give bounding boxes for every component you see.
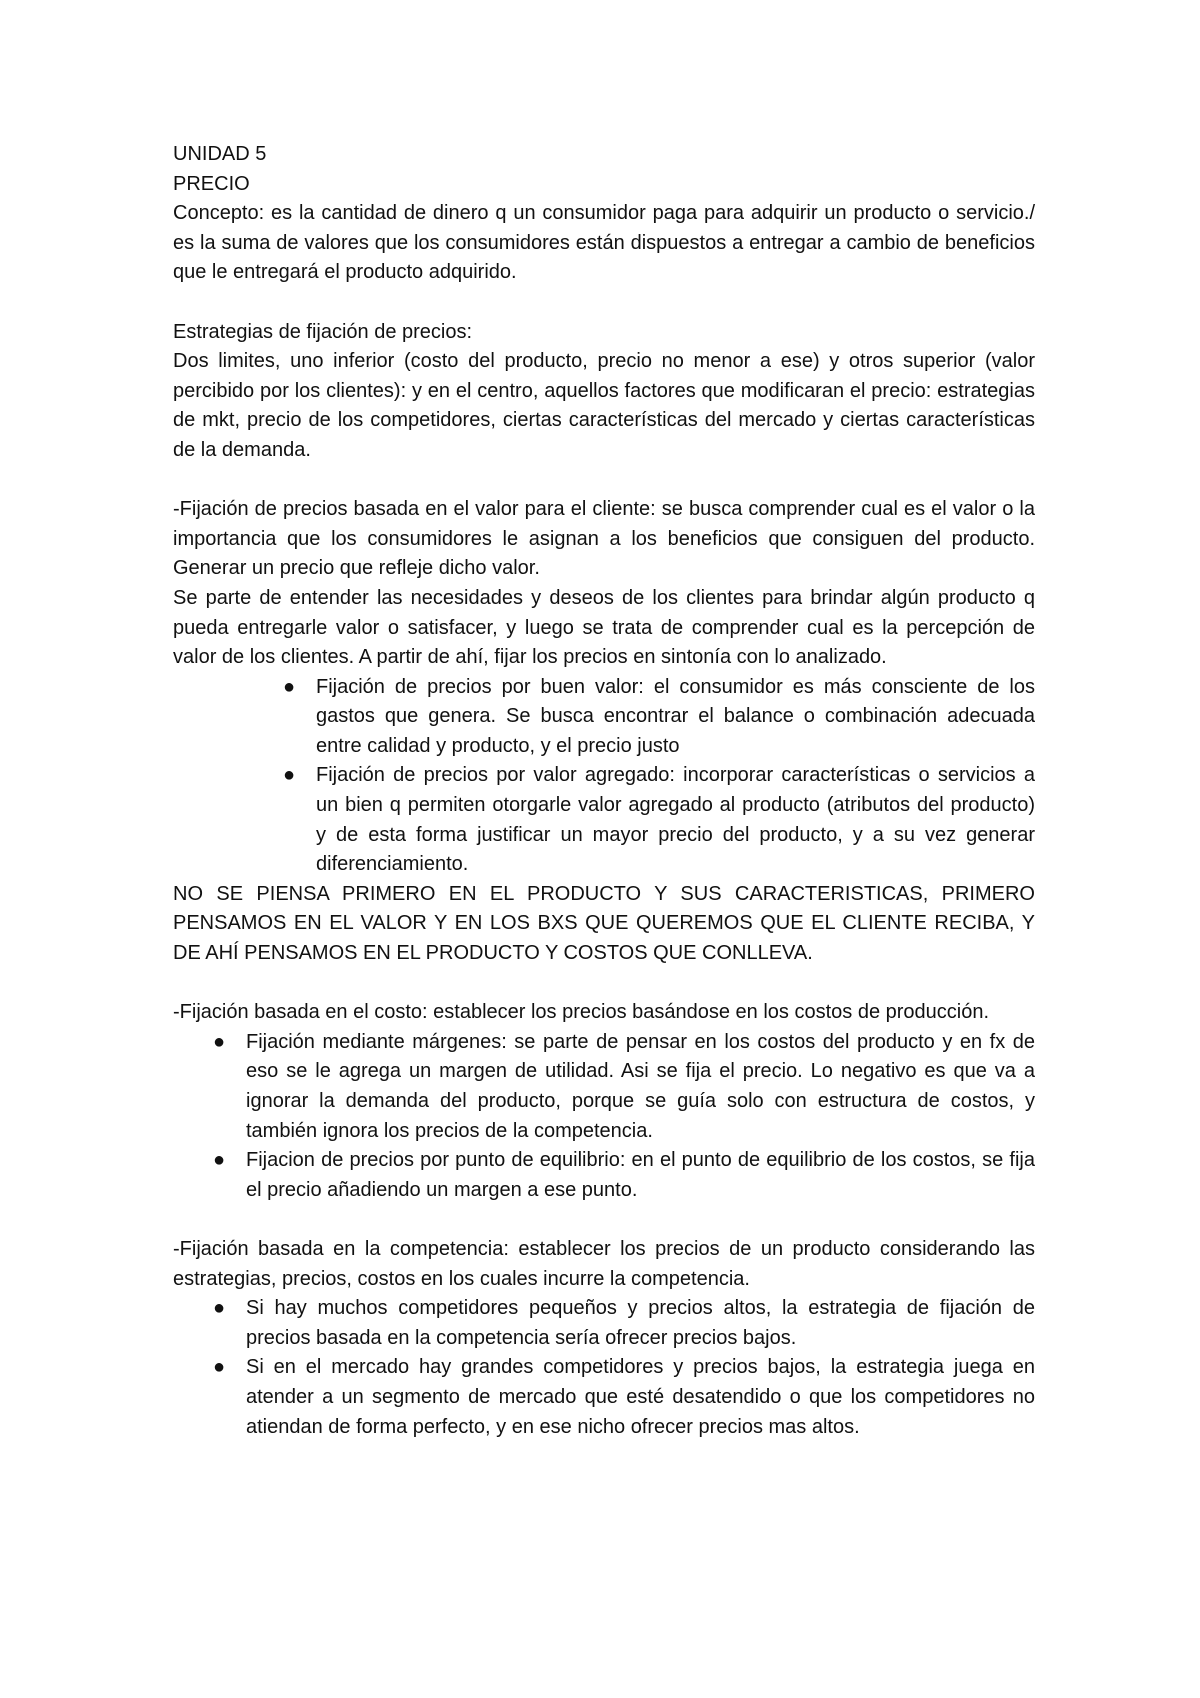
blank-line	[173, 969, 1035, 999]
bullet-icon: ●	[212, 1297, 226, 1320]
document-page	[173, 140, 1035, 1442]
bullet-icon: ●	[282, 764, 296, 787]
bullet-icon: ●	[212, 1030, 226, 1053]
competition-based-list	[173, 1294, 1035, 1442]
cost-based-list	[173, 1028, 1035, 1206]
list-item	[212, 1294, 1035, 1353]
list-item-text: Fijación mediante márgenes: se parte de pensar en los costos del producto y en fx de eso se le agrega un margen de utilidad. Asi se fija el precio. Lo negativo es que va a ignorar la demanda del producto, porque se guía solo con estructura de costos, y también ignora los precios de la competencia.	[246, 1030, 1035, 1142]
caps-note: NO SE PIENSA PRIMERO EN EL PRODUCTO Y SUS CARACTERISTICAS, PRIMERO PENSAMOS EN EL VALOR Y EN LOS BXS QUE QUEREMOS QUE EL CLIENTE RECIBA, Y DE AHÍ PENSAMOS EN EL PRODUCTO Y COSTOS QUE CONLLEVA.	[173, 882, 1035, 965]
strategies-heading: Estrategias de fijación de precios:	[173, 320, 473, 343]
value-based-list	[173, 673, 1035, 880]
blank-line	[173, 466, 1035, 496]
list-item	[282, 673, 1035, 762]
list-item-text: Fijación de precios por valor agregado: incorporar características o servicios a un bien q permiten otorgarle valor agregado al producto (atributos del producto) y de esta forma justificar un mayor precio del producto, y a su vez generar diferenciamiento.	[316, 764, 1035, 876]
list-item-text: Fijación de precios por buen valor: el consumidor es más consciente de los gastos que genera. Se busca encontrar el balance o combinación adecuada entre calidad y producto, y el precio justo	[316, 675, 1035, 757]
value-based-intro: -Fijación de precios basada en el valor para el cliente: se busca comprender cual es el valor o la importancia que los consumidores le asignan a los beneficios que consiguen del producto. Generar un precio que refleje dicho valor.	[173, 498, 1035, 580]
list-item	[212, 1353, 1035, 1442]
list-item	[212, 1028, 1035, 1146]
list-item-text: Si hay muchos competidores pequeños y precios altos, la estrategia de fijación de precios basada en la competencia sería ofrecer precios bajos.	[246, 1297, 1035, 1349]
list-item-text: Fijacion de precios por punto de equilibrio: en el punto de equilibrio de los costos, se fija el precio añadiendo un margen a ese punto.	[246, 1149, 1035, 1201]
list-item	[212, 1146, 1035, 1205]
section-title: PRECIO	[173, 172, 250, 195]
competition-based-intro: -Fijación basada en la competencia: establecer los precios de un producto considerando las estrategias, precios, costos en los cuales incurre la competencia.	[173, 1237, 1035, 1290]
value-based-detail: Se parte de entender las necesidades y deseos de los clientes para brindar algún producto q pueda entregarle valor o satisfacer, y luego se trata de comprender cual es la percepción de valor de los clientes. A partir de ahí, fijar los precios en sintonía con lo analizado.	[173, 586, 1035, 669]
concept-paragraph: Concepto: es la cantidad de dinero q un consumidor paga para adquirir un producto o servicio./ es la suma de valores que los consumidores están dispuestos a entregar a cambio de beneficios que le entregará el producto adquirido.	[173, 202, 1035, 284]
list-item-text: Si en el mercado hay grandes competidores y precios bajos, la estrategia juega en atender a un segmento de mercado que esté desatendido o que los competidores no atiendan de forma perfecto, y en ese nicho ofrecer precios mas altos.	[246, 1356, 1035, 1438]
strategies-paragraph: Dos limites, uno inferior (costo del producto, precio no menor a ese) y otros superior (valor percibido por los clientes): y en el centro, aquellos factores que modificaran el precio: estrategias de mkt, precio de los competidores, ciertas características del mercado y ciertas características de la demanda.	[173, 350, 1035, 461]
bullet-icon: ●	[282, 675, 296, 698]
bullet-icon: ●	[212, 1356, 226, 1379]
blank-line	[173, 288, 1035, 318]
list-item	[282, 761, 1035, 879]
unit-title: UNIDAD 5	[173, 143, 267, 165]
bullet-icon: ●	[212, 1149, 226, 1172]
cost-based-intro: -Fijación basada en el costo: establecer los precios basándose en los costos de producción.	[173, 1001, 990, 1024]
blank-line	[173, 1205, 1035, 1235]
